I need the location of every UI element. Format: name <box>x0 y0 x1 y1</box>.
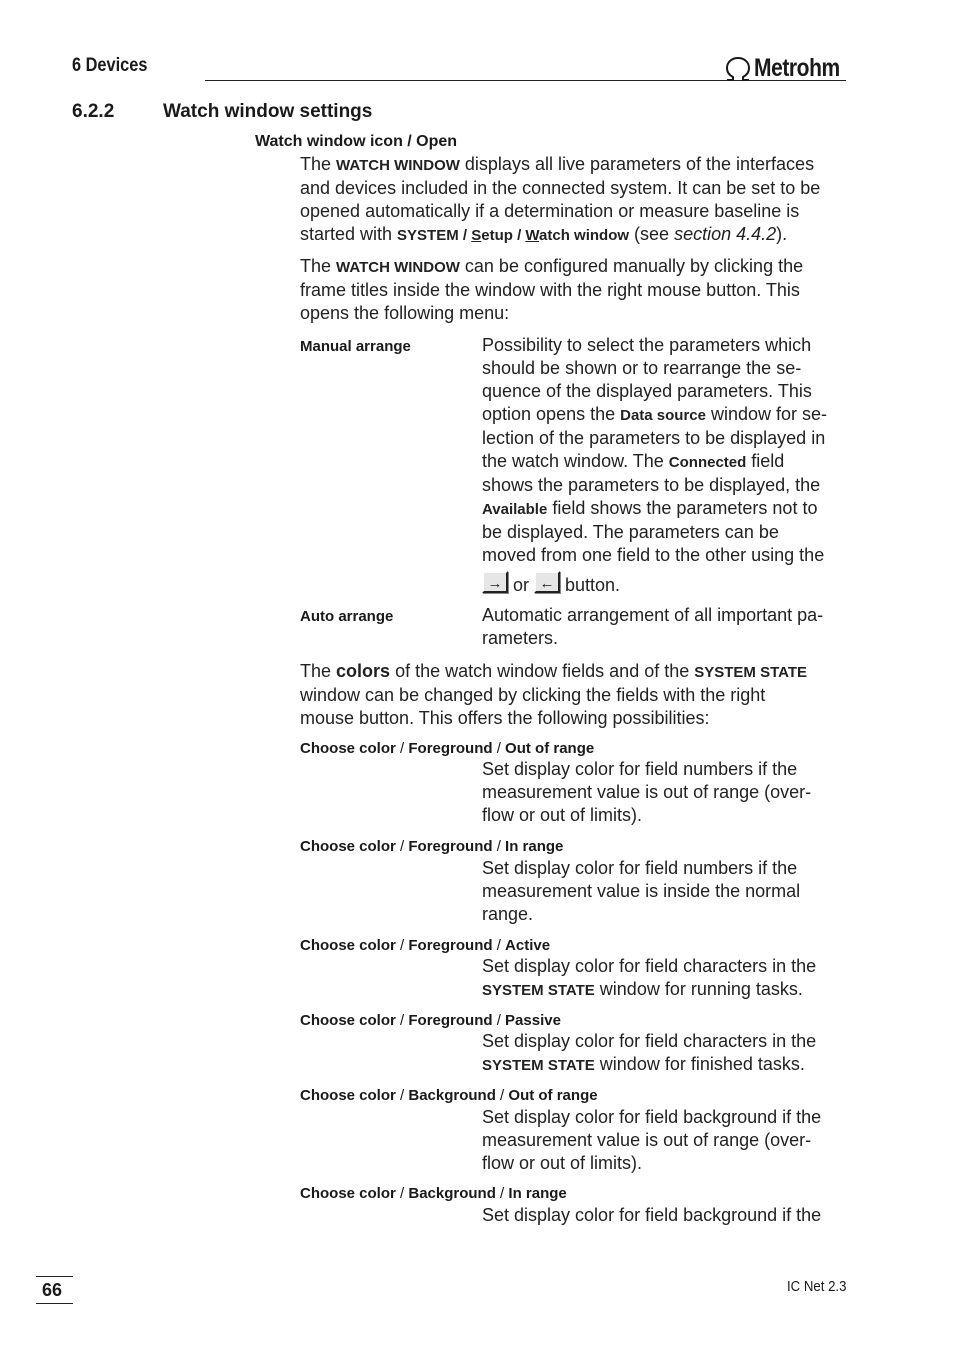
option-desc-fg-active: Set display color for field characters in the SYSTEM STATE window for running tasks. <box>482 956 817 999</box>
logo-wordmark: Metrohm <box>754 54 840 82</box>
option-heading-fg-out-of-range: Choose color / Foreground / Out of range <box>300 740 595 757</box>
paragraph-colors: The colors of the watch window fields and of the SYSTEM STATE window can be changed by clicking the fields with the right mouse button. This offers the following possibilities: <box>300 661 808 728</box>
option-heading-fg-passive: Choose color / Foreground / Passive <box>300 1012 561 1029</box>
term-auto-arrange: Auto arrange <box>300 608 394 625</box>
option-desc-fg-passive: Set display color for field characters in the SYSTEM STATE window for finished tasks. <box>482 1031 817 1074</box>
page-number: 66 <box>42 1280 63 1300</box>
footer-page-rule-top <box>36 1276 73 1277</box>
option-heading-fg-in-range: Choose color / Foreground / In range <box>300 838 564 855</box>
metrohm-logo <box>724 50 856 82</box>
option-desc-fg-in-range: Set display color for field numbers if the measurement value is inside the normal range. <box>482 858 801 924</box>
paragraph-configure: The WATCH WINDOW can be configured manually by clicking the frame titles inside the window with the right mouse button. This opens the following menu: <box>300 256 804 323</box>
arrow-left-button-image <box>534 571 560 593</box>
footer-page-rule-bottom <box>36 1303 73 1304</box>
desc-manual-arrange: Possibility to select the parameters which should be shown or to rearrange the se- quence of the displayed parameters. This option opens the Data source window for se- lection of the parameters to be displayed in the watch window. The Connected field shows the parameters to be displayed, the Available field shows the parameters not to be displayed. The parameters can be moved from one field to the other using the → or ← button. <box>482 335 828 595</box>
desc-auto-arrange: Automatic arrangement of all important pa- rameters. <box>482 605 824 648</box>
arrow-right-icon: → <box>487 575 503 592</box>
option-desc-fg-out-of-range: Set display color for field numbers if the measurement value is out of range (over- flow or out of limits). <box>482 759 812 825</box>
omega-icon <box>724 56 752 82</box>
section-title: Watch window settings <box>163 101 373 122</box>
option-heading-fg-active: Choose color / Foreground / Active <box>300 937 551 954</box>
arrow-right-button-image <box>482 571 508 593</box>
subheading: Watch window icon / Open <box>255 133 458 150</box>
option-desc-bg-in-range: Set display color for field background if the <box>482 1205 822 1225</box>
option-heading-bg-in-range: Choose color / Background / In range <box>300 1185 567 1202</box>
option-desc-bg-out-of-range: Set display color for field background if the measurement value is out of range (over- flow or out of limits). <box>482 1107 822 1173</box>
document-name: IC Net 2.3 <box>787 1278 847 1295</box>
section-number: 6.2.2 <box>72 101 115 122</box>
paragraph-watch-window-intro: The WATCH WINDOW displays all live parameters of the interfaces and devices included in the connected system. It can be set to be opened automatically if a determination or measure baseline is started with SYSTEM / Setup / Watch window (see section 4.4.2). <box>300 154 821 244</box>
term-manual-arrange: Manual arrange <box>300 338 411 355</box>
arrow-left-icon: ← <box>539 575 555 592</box>
option-heading-bg-out-of-range: Choose color / Background / Out of range <box>300 1087 598 1104</box>
chapter-header: 6 Devices <box>72 55 148 76</box>
